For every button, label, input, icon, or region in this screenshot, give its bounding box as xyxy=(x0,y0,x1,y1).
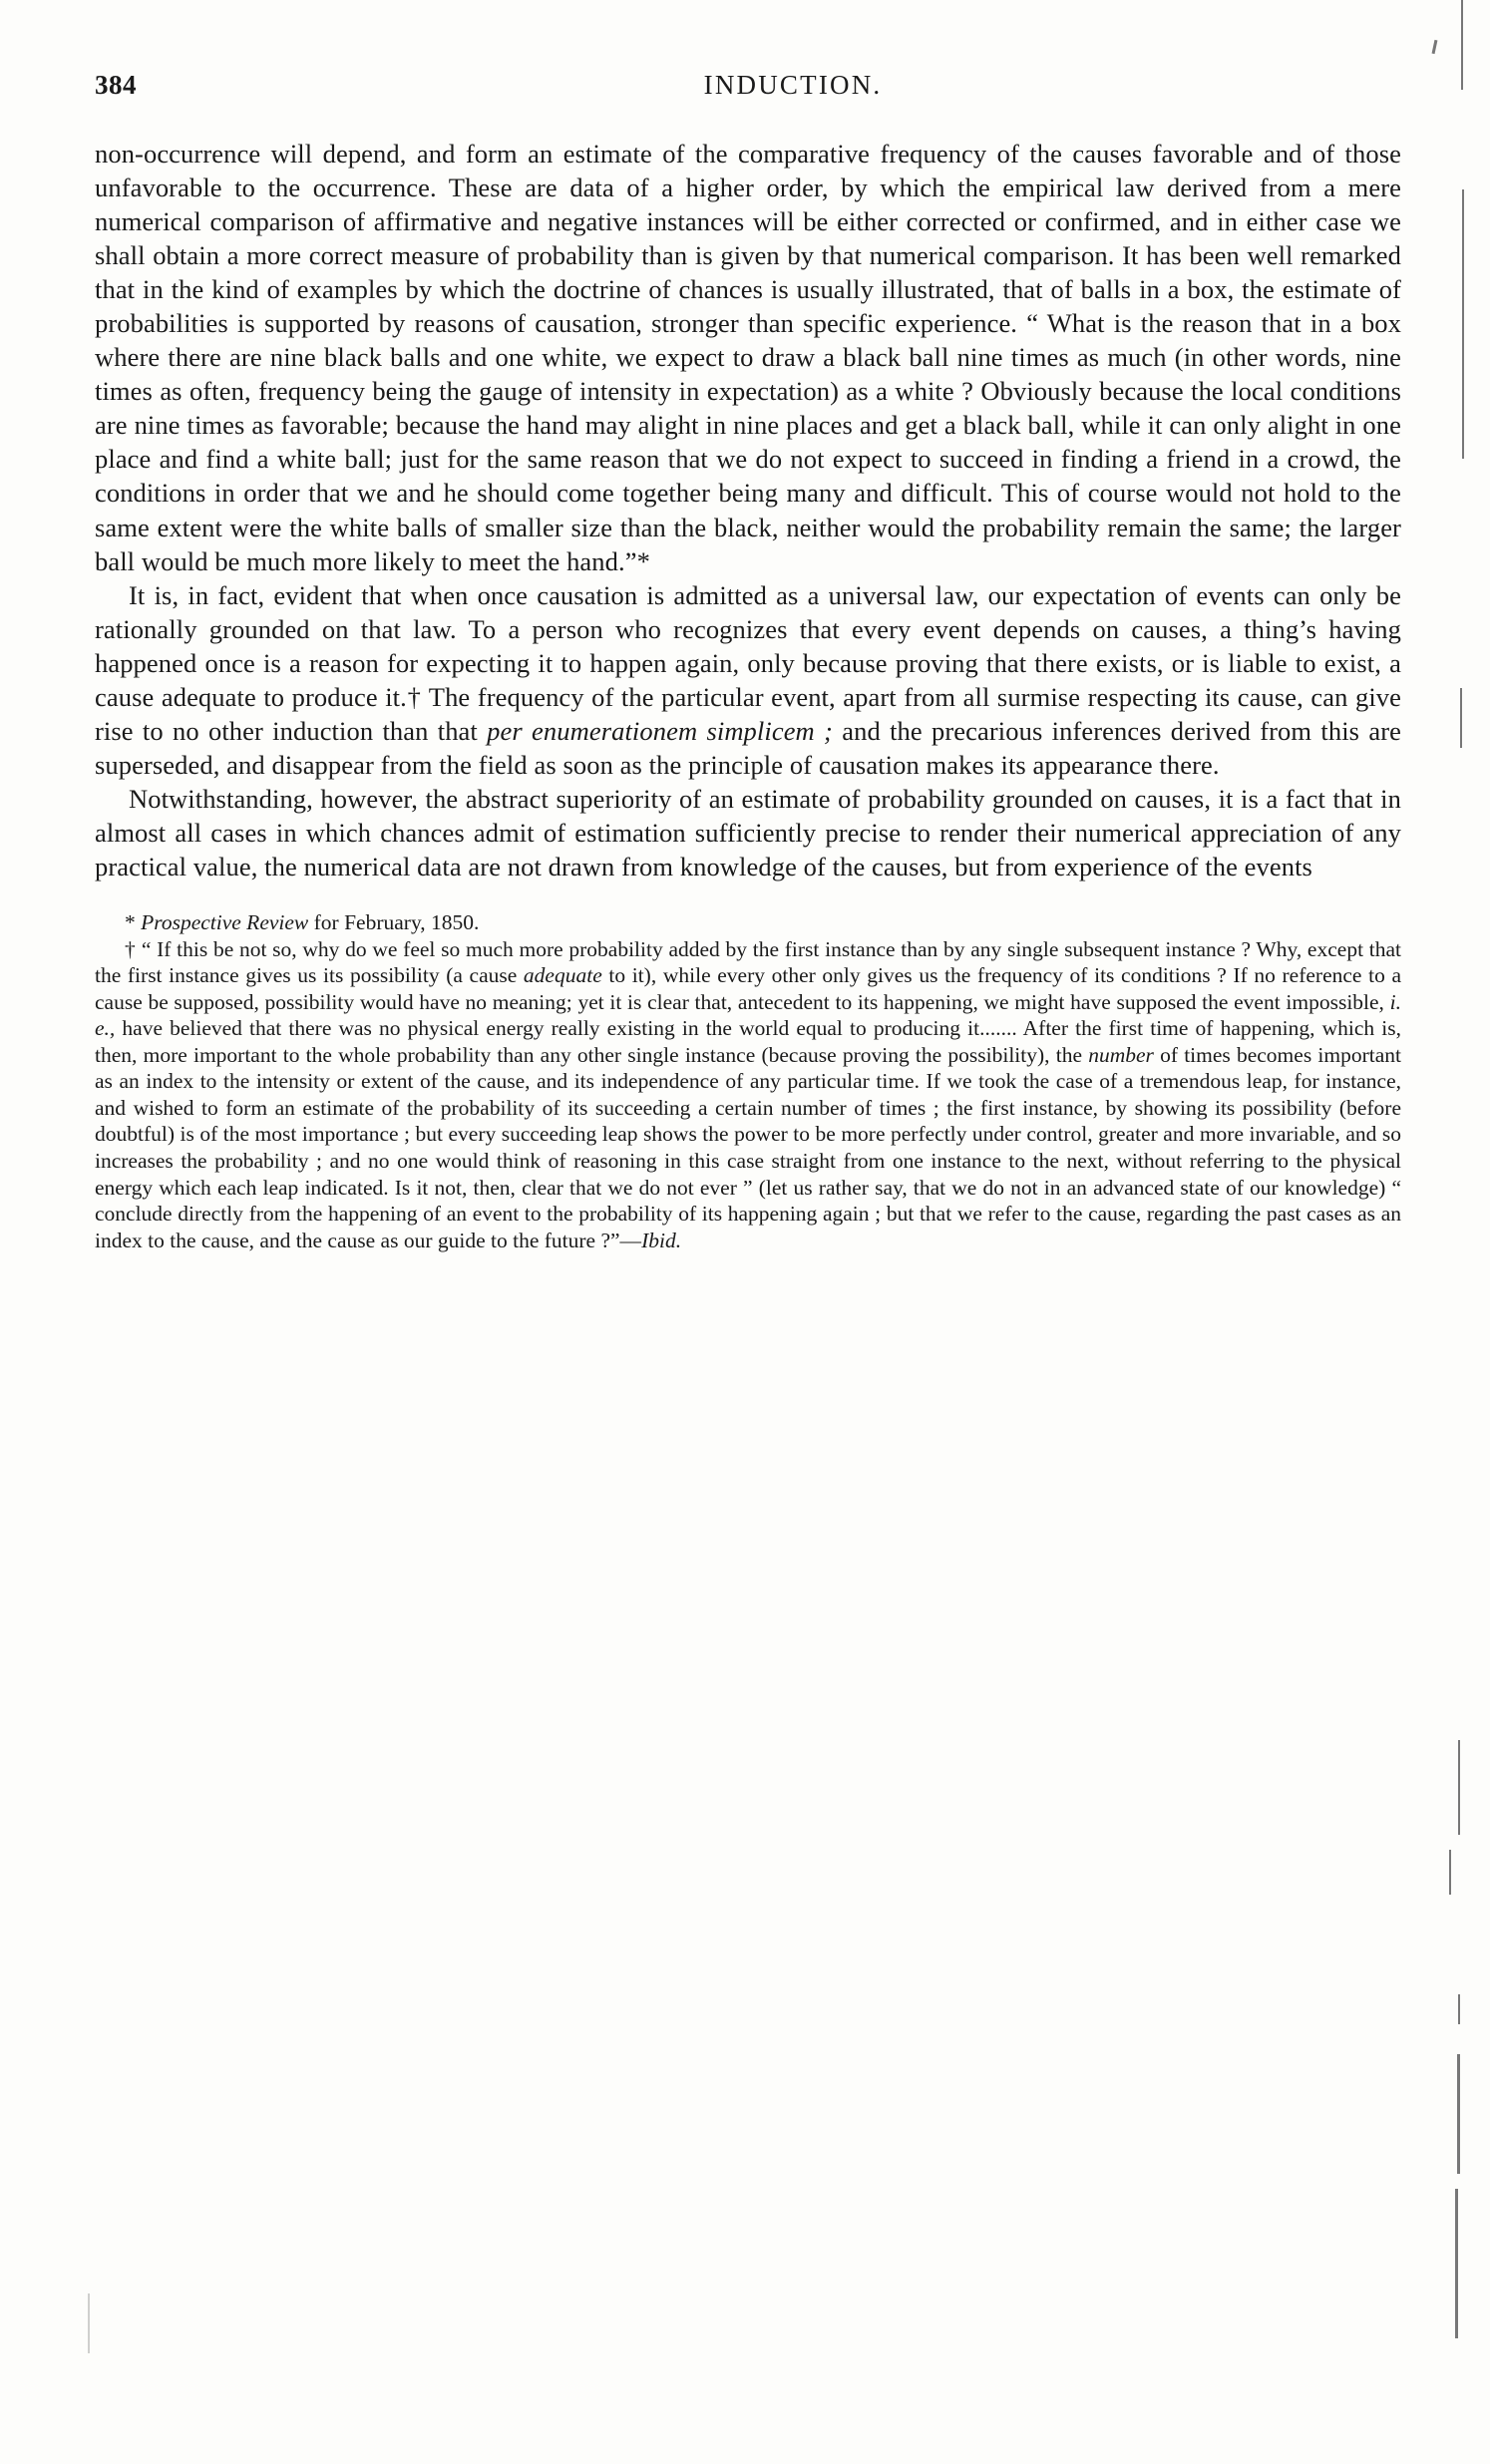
scan-mark-top-right xyxy=(1432,40,1438,54)
paragraph-2: It is, in fact, evident that when once causation is admitted as a universal law, our expectation of events can only be rationally grounded on that law. To a person who recognizes that every event depends on causes, a thing’s having happened once is a reason for expecting it to happen again, only because proving that there exists, or is liable to exist, a cause adequate to produce it.† The frequency of the particular event, apart from all surmise respecting its cause, can give rise to no other induction than that per enumerationem simplicem ; and the precarious inferences derived from this are superseded, and disappear from the field as soon as the principle of causation makes its appearance there. xyxy=(95,579,1401,780)
paragraph-3: Notwithstanding, however, the abstract superiority of an estimate of probability grounded on causes, it is a fact that in almost all cases in which chances admit of estimation sufficiently precise to render their numerical appreciation of any practical value, the numerical data are not drawn from knowledge of the causes, but from experience of the events xyxy=(95,783,1401,881)
paragraph-1: non-occurrence will depend, and form an estimate of the comparative frequency of the causes favorable and of those unfavorable to the occurrence. These are data of a higher order, by which the empirical law derived from a mere numerical comparison of affirmative and negative instances will be either corrected or confirmed, and in either case we shall obtain a more correct measure of probability than is given by that numerical comparison. It has been well remarked that in the kind of examples by which the doctrine of chances is usually illustrated, that of balls in a box, the estimate of probabilities is supported by reasons of causation, stronger than specific experience. “ What is the reason that in a box where there are nine black balls and one white, we expect to draw a black ball nine times as much (in other words, nine times as often, frequency being the gauge of intensity in expectation) as a white ? Obviously because the local conditions are nine times as favorable; because the hand may alight in nine places and get a black ball, while it can only alight in one place and find a white ball; just for the same reason that we do not expect to succeed in finding a friend in a crowd, the conditions in order that we and he should come together being many and difficult. This of course would not hold to the same extent were the white balls of smaller size than the black, neither would the probability remain the same; the larger ball would be much more likely to meet the hand.”* xyxy=(95,139,1401,576)
body-text xyxy=(95,137,1401,883)
footnote-2-text: “ If this be not so, why do we feel so much more probability added by the first instance than by any single subsequent instance ? Why, except that the first instance gives us its possibility (a cause adequate to it), while every other only gives us the frequency of its conditions ? If no reference to a cause be supposed, possibility would have no meaning; yet it is clear that, antecedent to its happening, we might have supposed the event impossible, i. e., have believed that there was no physical energy really existing in the world equal to producing it....... After the first time of happening, which is, then, more important to the whole probability than any other single instance (because proving the possibility), the number of times becomes important as an index to the intensity or extent of the cause, and its independence of any particular time. If we took the case of a tremendous leap, for instance, and wished to form an estimate of the probability of its succeeding a certain number of times ; the first instance, by showing its possibility (before doubtful) is of the most importance ; but every succeeding leap shows the power to be more perfectly under control, greater and more invariable, and so increases the probability ; and no one would think of reasoning in this case straight from one instance to the next, without referring to the physical energy which each leap indicated. Is it not, then, clear that we do not ever ” (let us rather say, that we do not in an advanced state of our knowledge) “ conclude directly from the happening of an event to the probability of its happening again ; but that we refer to the cause, regarding the past cases as an index to the cause, and the cause as our guide to the future ?”—Ibid. xyxy=(95,936,1402,1252)
scan-mark-left-bottom xyxy=(88,2293,90,2353)
italic-term: i. e., xyxy=(95,989,1401,1041)
scan-mark-right-2 xyxy=(1462,189,1464,459)
footnote-1-rest: for February, 1850. xyxy=(308,910,480,935)
footnote-1 xyxy=(95,909,1401,936)
italic-term: Ibid. xyxy=(641,1228,682,1252)
running-head: INDUCTION. xyxy=(703,70,883,100)
scan-mark-right-3 xyxy=(1460,688,1462,748)
scan-mark-right-5 xyxy=(1449,1850,1451,1895)
scan-mark-right-6 xyxy=(1458,1994,1460,2024)
footnote-2-marker: † xyxy=(125,936,137,961)
scan-mark-right-4 xyxy=(1458,1740,1460,1835)
page-content xyxy=(95,70,1441,1253)
italic-term: adequate xyxy=(523,963,602,988)
latin-phrase: per enumerationem simplicem ; xyxy=(487,715,833,746)
page-number: 384 xyxy=(95,70,137,100)
scan-mark-right-8 xyxy=(1455,2189,1458,2338)
page-header xyxy=(95,70,1411,101)
italic-term: number xyxy=(1088,1042,1154,1067)
footnote-1-title: Prospective Review xyxy=(141,910,309,935)
footnote-2 xyxy=(95,936,1401,1254)
scan-mark-right-7 xyxy=(1457,2054,1460,2174)
footnotes xyxy=(95,909,1401,1253)
footnote-1-marker: * xyxy=(125,910,136,935)
scan-mark-right-1 xyxy=(1461,0,1463,90)
